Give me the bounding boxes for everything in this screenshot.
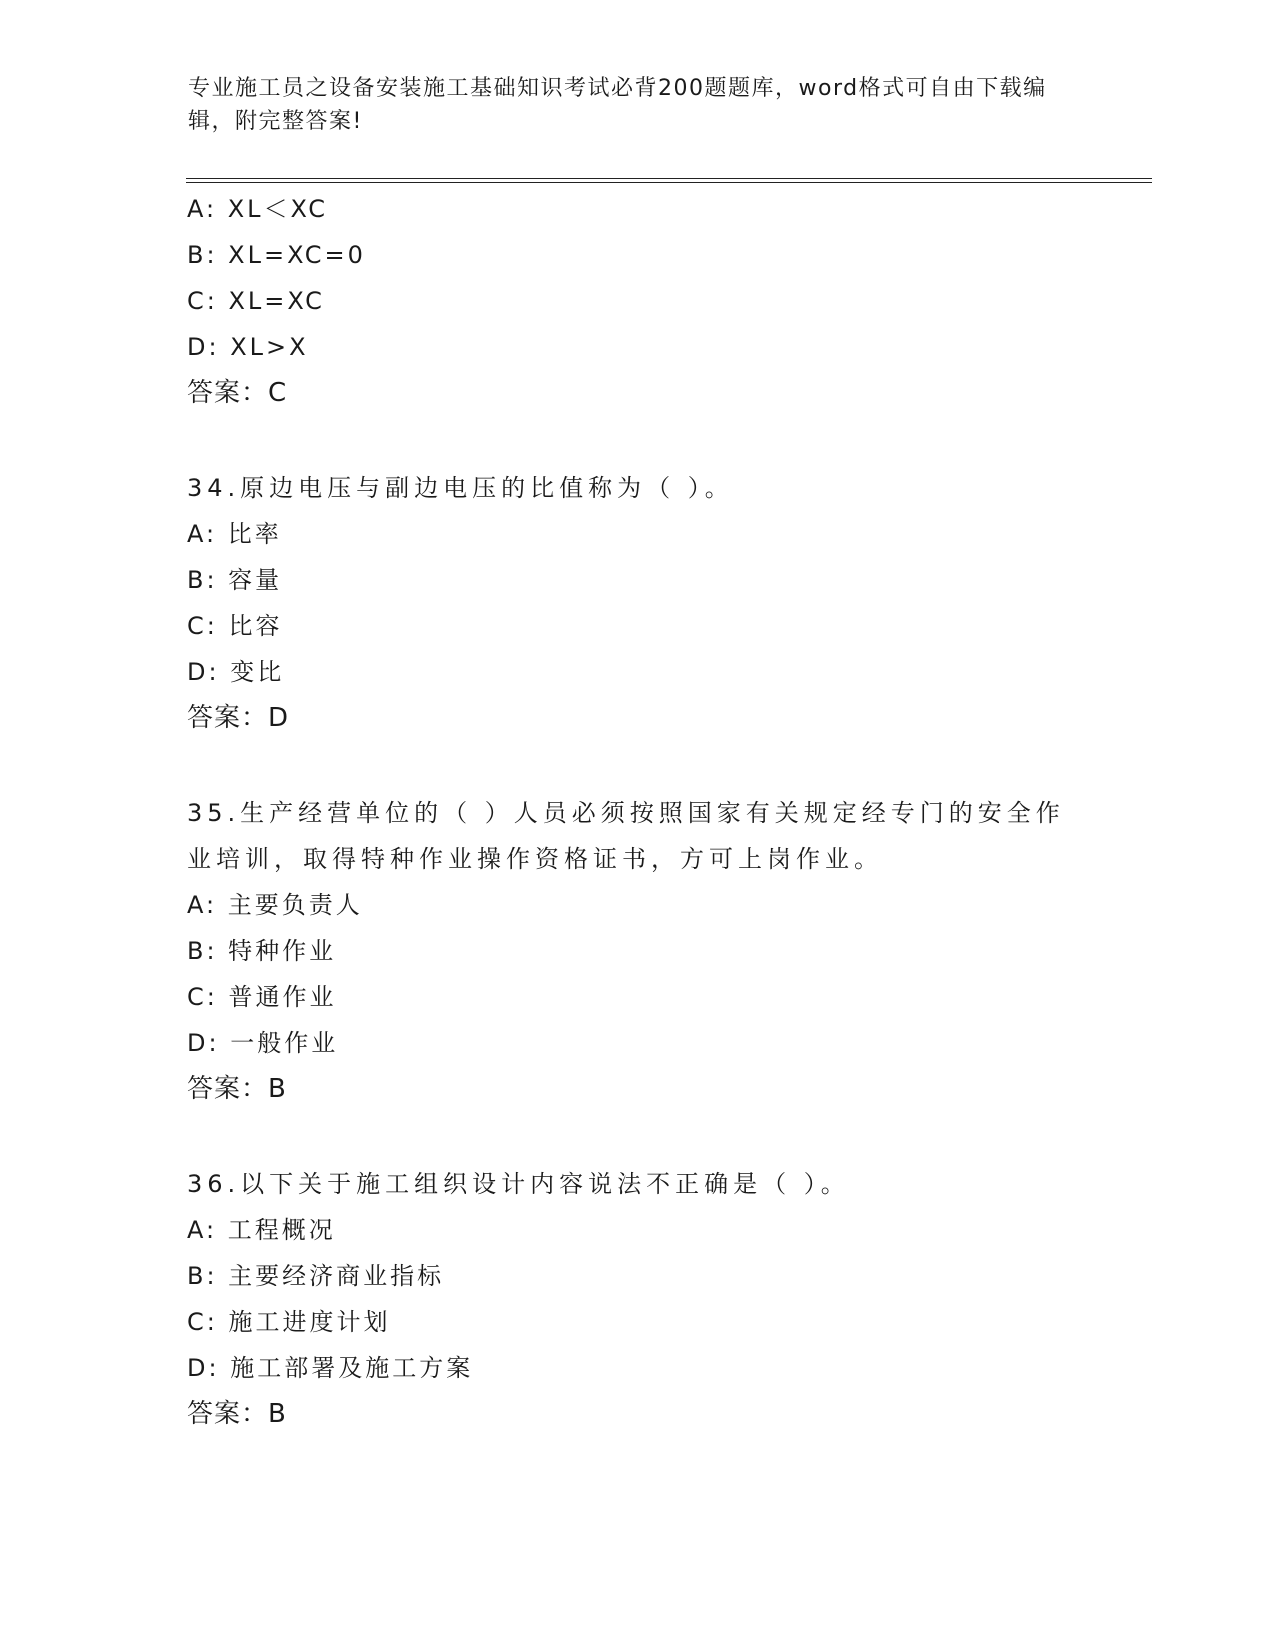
option-a: A: 比率 (187, 520, 282, 548)
question-36 (187, 1159, 1087, 1437)
answer-line: 答案：B (187, 1074, 287, 1104)
option-c: C: 比容 (187, 612, 283, 640)
option-b: B: 特种作业 (187, 937, 337, 965)
question-stem: 34.原边电压与副边电压的比值称为（ ）。 (187, 474, 734, 502)
question-35 (187, 788, 1087, 1112)
option-d: D: 一般作业 (187, 1029, 339, 1057)
option-c: C: 施工进度计划 (187, 1308, 391, 1336)
option-a: A: 主要负责人 (187, 891, 363, 919)
answer-line: 答案：B (187, 1399, 287, 1429)
option-b: B: 主要经济商业指标 (187, 1262, 445, 1290)
header-rule-top (186, 178, 1152, 179)
option-d: D: 变比 (187, 658, 285, 686)
option-d: D: 施工部署及施工方案 (187, 1354, 474, 1382)
question-34 (187, 463, 1087, 741)
header-rule-bottom (186, 182, 1152, 183)
option-c: C: 普通作业 (187, 983, 337, 1011)
question-list (187, 186, 1087, 1484)
document-header: 专业施工员之设备安装施工基础知识考试必背200题题库，word格式可自由下载编辑，附完整答案! (188, 76, 1047, 134)
option-a: A: 工程概况 (187, 1216, 336, 1244)
option-b: B: 容量 (187, 566, 283, 594)
question-stem: 36.以下关于施工组织设计内容说法不正确是（ ）。 (187, 1170, 850, 1198)
option-c: C: XL=XC (187, 287, 325, 315)
answer-line: 答案：C (187, 378, 288, 408)
question-33-continued (187, 186, 1087, 416)
option-a: A: XL＜XC (187, 195, 328, 223)
answer-line: 答案：D (187, 703, 290, 733)
option-b: B: XL=XC=0 (187, 241, 366, 269)
question-stem: 35.生产经营单位的（ ）人员必须按照国家有关规定经专门的安全作业培训，取得特种作业操作资格证书，方可上岗作业。 (187, 799, 1065, 873)
option-d: D: XL>X (187, 333, 309, 361)
